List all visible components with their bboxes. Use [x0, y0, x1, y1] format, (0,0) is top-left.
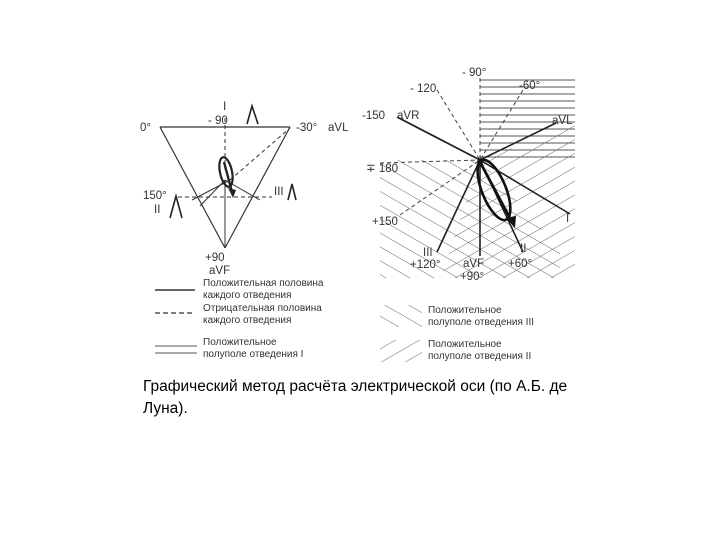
legend-hatch-lead-II-1: Положительное	[428, 339, 502, 350]
hex-label-plus120: +120°	[410, 259, 441, 271]
triangle-label-0: 0°	[140, 122, 151, 134]
legend-hatch-lead-II-sample	[380, 340, 422, 362]
triangle-lead-I-label: I	[223, 99, 227, 113]
triangle-label-plus90: +90	[205, 252, 225, 264]
figure-caption: Графический метод расчёта электрической оси (по А.Б. де Луна).	[143, 378, 568, 417]
hexaxial-diagram	[362, 67, 575, 283]
legend-hatch-lead-I-1: Положительное	[203, 337, 277, 348]
hex-label-minus120: - 120	[410, 83, 437, 95]
legend-dashed-line-1: Отрицательная половина	[203, 303, 322, 314]
triangle-label-II: II	[154, 204, 161, 216]
legend-hatch-lead-I-sample	[155, 340, 197, 358]
lead-II-qrs-glyph	[170, 196, 182, 218]
triangle-label-150: 150°	[143, 190, 167, 202]
hex-label-avf: aVF	[463, 258, 485, 270]
lead-I-qrs-glyph	[247, 106, 258, 124]
hex-label-180: ∓ 180	[366, 163, 399, 175]
legend-hatch-lead-I-2: полуполе отведения I	[203, 349, 304, 360]
hex-label-avr: aVR	[397, 110, 420, 122]
legend-dashed-line-2: каждого отведения	[203, 315, 292, 326]
hex-center-point	[477, 159, 483, 165]
triangle-label-avf: aVF	[209, 265, 231, 277]
hex-label-plus90: +90°	[460, 271, 485, 283]
legend-hatch-lead-II-2: полуполе отведения II	[428, 351, 532, 362]
triangle-label-minus30: -30°	[296, 122, 318, 134]
legend-hatch-lead-III-1: Положительное	[428, 305, 502, 316]
hex-label-II: II	[520, 243, 527, 255]
lead-avl-axis-dashed	[230, 128, 290, 180]
lead-III-qrs-glyph	[288, 184, 296, 200]
triangle-label-minus90: - 90	[208, 115, 228, 127]
hex-axis-avr	[397, 117, 480, 160]
legend-hatch-lead-III-2: полуполе отведения III	[428, 317, 535, 328]
triangle-label-III: III	[274, 186, 284, 198]
hex-label-minus150: -150	[362, 110, 386, 122]
triangle-label-avl: aVL	[328, 122, 349, 134]
legend-solid-line-1: Положительная половина	[203, 278, 324, 289]
einthoven-triangle-diagram	[140, 99, 349, 277]
legend-solid-line-2: каждого отведения	[203, 290, 292, 301]
hex-label-minus60: -60°	[519, 80, 541, 92]
hex-label-I: I	[566, 213, 570, 225]
hex-label-plus150: +150	[372, 216, 398, 228]
figure-legend	[155, 278, 534, 362]
hex-label-minus90: - 90°	[462, 67, 487, 79]
hex-label-III: III	[423, 247, 433, 259]
legend-hatch-lead-III-sample	[380, 305, 422, 327]
hex-label-avl: aVL	[552, 115, 573, 127]
lead-II-inner-line	[200, 180, 225, 206]
hex-label-plus60: +60°	[508, 258, 533, 270]
